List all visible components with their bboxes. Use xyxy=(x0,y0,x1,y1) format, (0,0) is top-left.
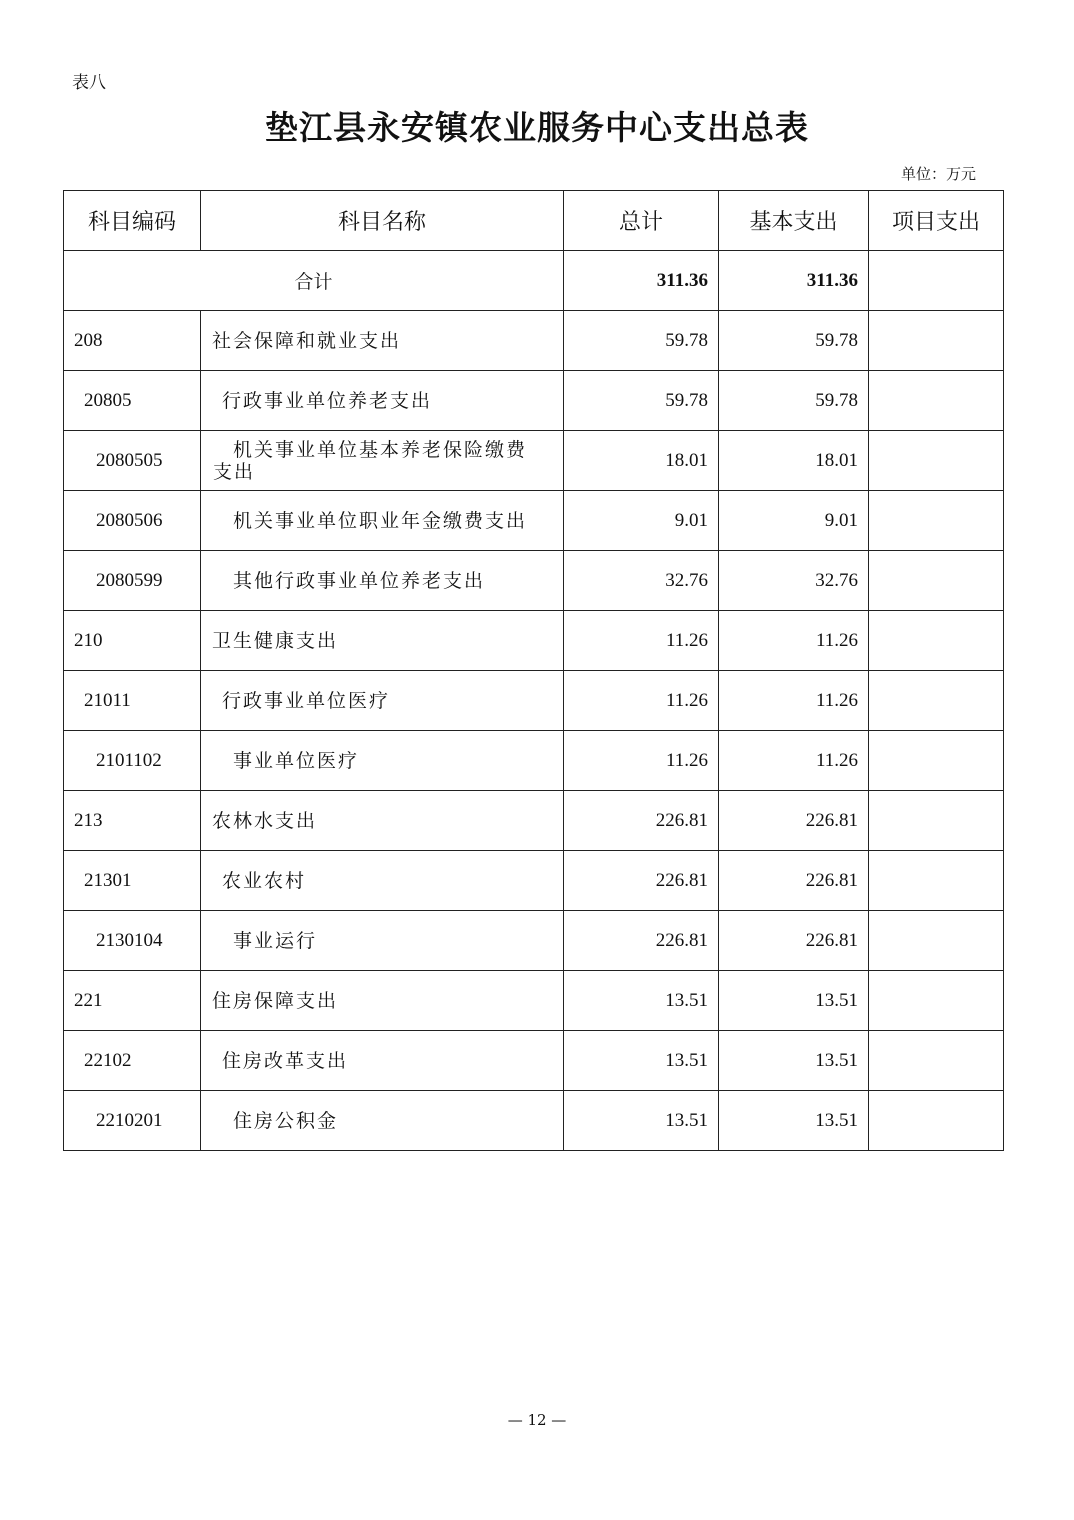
table-row xyxy=(64,671,1004,731)
row-project xyxy=(869,1091,1004,1151)
row-code: 2101102 xyxy=(64,731,201,791)
table-row xyxy=(64,551,1004,611)
row-name: 事业运行 xyxy=(201,911,564,971)
table-row xyxy=(64,371,1004,431)
table-row xyxy=(64,611,1004,671)
row-code: 20805 xyxy=(64,371,201,431)
header-total: 总计 xyxy=(564,191,719,251)
row-project xyxy=(869,671,1004,731)
row-name: 行政事业单位养老支出 xyxy=(201,371,564,431)
row-name: 住房公积金 xyxy=(201,1091,564,1151)
row-code: 2210201 xyxy=(64,1091,201,1151)
row-total: 13.51 xyxy=(564,1031,719,1091)
total-basic: 311.36 xyxy=(719,251,869,311)
row-project xyxy=(869,311,1004,371)
document-title: 垫江县永安镇农业服务中心支出总表 xyxy=(265,108,809,147)
row-project xyxy=(869,851,1004,911)
header-basic: 基本支出 xyxy=(719,191,869,251)
header-name: 科目名称 xyxy=(201,191,564,251)
row-code: 2080506 xyxy=(64,491,201,551)
table-row xyxy=(64,1091,1004,1151)
table-row xyxy=(64,911,1004,971)
row-total: 18.01 xyxy=(564,431,719,491)
table-row xyxy=(64,491,1004,551)
row-total: 226.81 xyxy=(564,851,719,911)
row-basic: 11.26 xyxy=(719,671,869,731)
row-total: 9.01 xyxy=(564,491,719,551)
table-row xyxy=(64,311,1004,371)
header-code: 科目编码 xyxy=(64,191,201,251)
row-code: 213 xyxy=(64,791,201,851)
row-basic: 9.01 xyxy=(719,491,869,551)
total-sum: 311.36 xyxy=(564,251,719,311)
row-basic: 59.78 xyxy=(719,311,869,371)
row-name: 住房改革支出 xyxy=(201,1031,564,1091)
row-basic: 226.81 xyxy=(719,791,869,851)
row-total: 226.81 xyxy=(564,791,719,851)
expenditure-table xyxy=(63,190,1004,1151)
header-project: 项目支出 xyxy=(869,191,1004,251)
row-basic: 32.76 xyxy=(719,551,869,611)
table-row xyxy=(64,431,1004,491)
row-code: 208 xyxy=(64,311,201,371)
row-name: 机关事业单位职业年金缴费支出 xyxy=(201,491,564,551)
row-project xyxy=(869,791,1004,851)
row-name: 社会保障和就业支出 xyxy=(201,311,564,371)
row-code: 210 xyxy=(64,611,201,671)
row-total: 226.81 xyxy=(564,911,719,971)
row-project xyxy=(869,911,1004,971)
row-name: 行政事业单位医疗 xyxy=(201,671,564,731)
row-code: 221 xyxy=(64,971,201,1031)
row-basic: 18.01 xyxy=(719,431,869,491)
row-name: 农林水支出 xyxy=(201,791,564,851)
total-project xyxy=(869,251,1004,311)
row-basic: 13.51 xyxy=(719,1031,869,1091)
row-total: 11.26 xyxy=(564,731,719,791)
row-code: 22102 xyxy=(64,1031,201,1091)
row-project xyxy=(869,731,1004,791)
row-name: 机关事业单位基本养老保险缴费支出 xyxy=(201,431,564,491)
row-project xyxy=(869,491,1004,551)
row-total: 59.78 xyxy=(564,371,719,431)
row-name: 住房保障支出 xyxy=(201,971,564,1031)
row-code: 2130104 xyxy=(64,911,201,971)
row-project xyxy=(869,551,1004,611)
row-project xyxy=(869,371,1004,431)
row-name: 事业单位医疗 xyxy=(201,731,564,791)
row-code: 21301 xyxy=(64,851,201,911)
total-row xyxy=(64,251,1004,311)
row-total: 59.78 xyxy=(564,311,719,371)
row-total: 13.51 xyxy=(564,971,719,1031)
row-basic: 11.26 xyxy=(719,611,869,671)
row-basic: 13.51 xyxy=(719,1091,869,1151)
row-basic: 11.26 xyxy=(719,731,869,791)
row-total: 11.26 xyxy=(564,611,719,671)
row-basic: 59.78 xyxy=(719,371,869,431)
row-project xyxy=(869,611,1004,671)
page-number: — 12 — xyxy=(507,1411,567,1429)
table-row xyxy=(64,851,1004,911)
row-basic: 13.51 xyxy=(719,971,869,1031)
table-header-row xyxy=(64,191,1004,251)
row-basic: 226.81 xyxy=(719,911,869,971)
table-row xyxy=(64,791,1004,851)
table-row xyxy=(64,971,1004,1031)
table-row xyxy=(64,1031,1004,1091)
row-total: 32.76 xyxy=(564,551,719,611)
row-name: 农业农村 xyxy=(201,851,564,911)
table-row xyxy=(64,731,1004,791)
row-project xyxy=(869,971,1004,1031)
row-project xyxy=(869,431,1004,491)
total-label: 合计 xyxy=(64,251,564,311)
row-total: 11.26 xyxy=(564,671,719,731)
row-code: 2080599 xyxy=(64,551,201,611)
row-total: 13.51 xyxy=(564,1091,719,1151)
row-name: 其他行政事业单位养老支出 xyxy=(201,551,564,611)
document-label: 表八 xyxy=(72,73,106,93)
row-project xyxy=(869,1031,1004,1091)
row-code: 21011 xyxy=(64,671,201,731)
row-name: 卫生健康支出 xyxy=(201,611,564,671)
unit-note: 单位：万元 xyxy=(900,165,976,183)
row-code: 2080505 xyxy=(64,431,201,491)
row-basic: 226.81 xyxy=(719,851,869,911)
